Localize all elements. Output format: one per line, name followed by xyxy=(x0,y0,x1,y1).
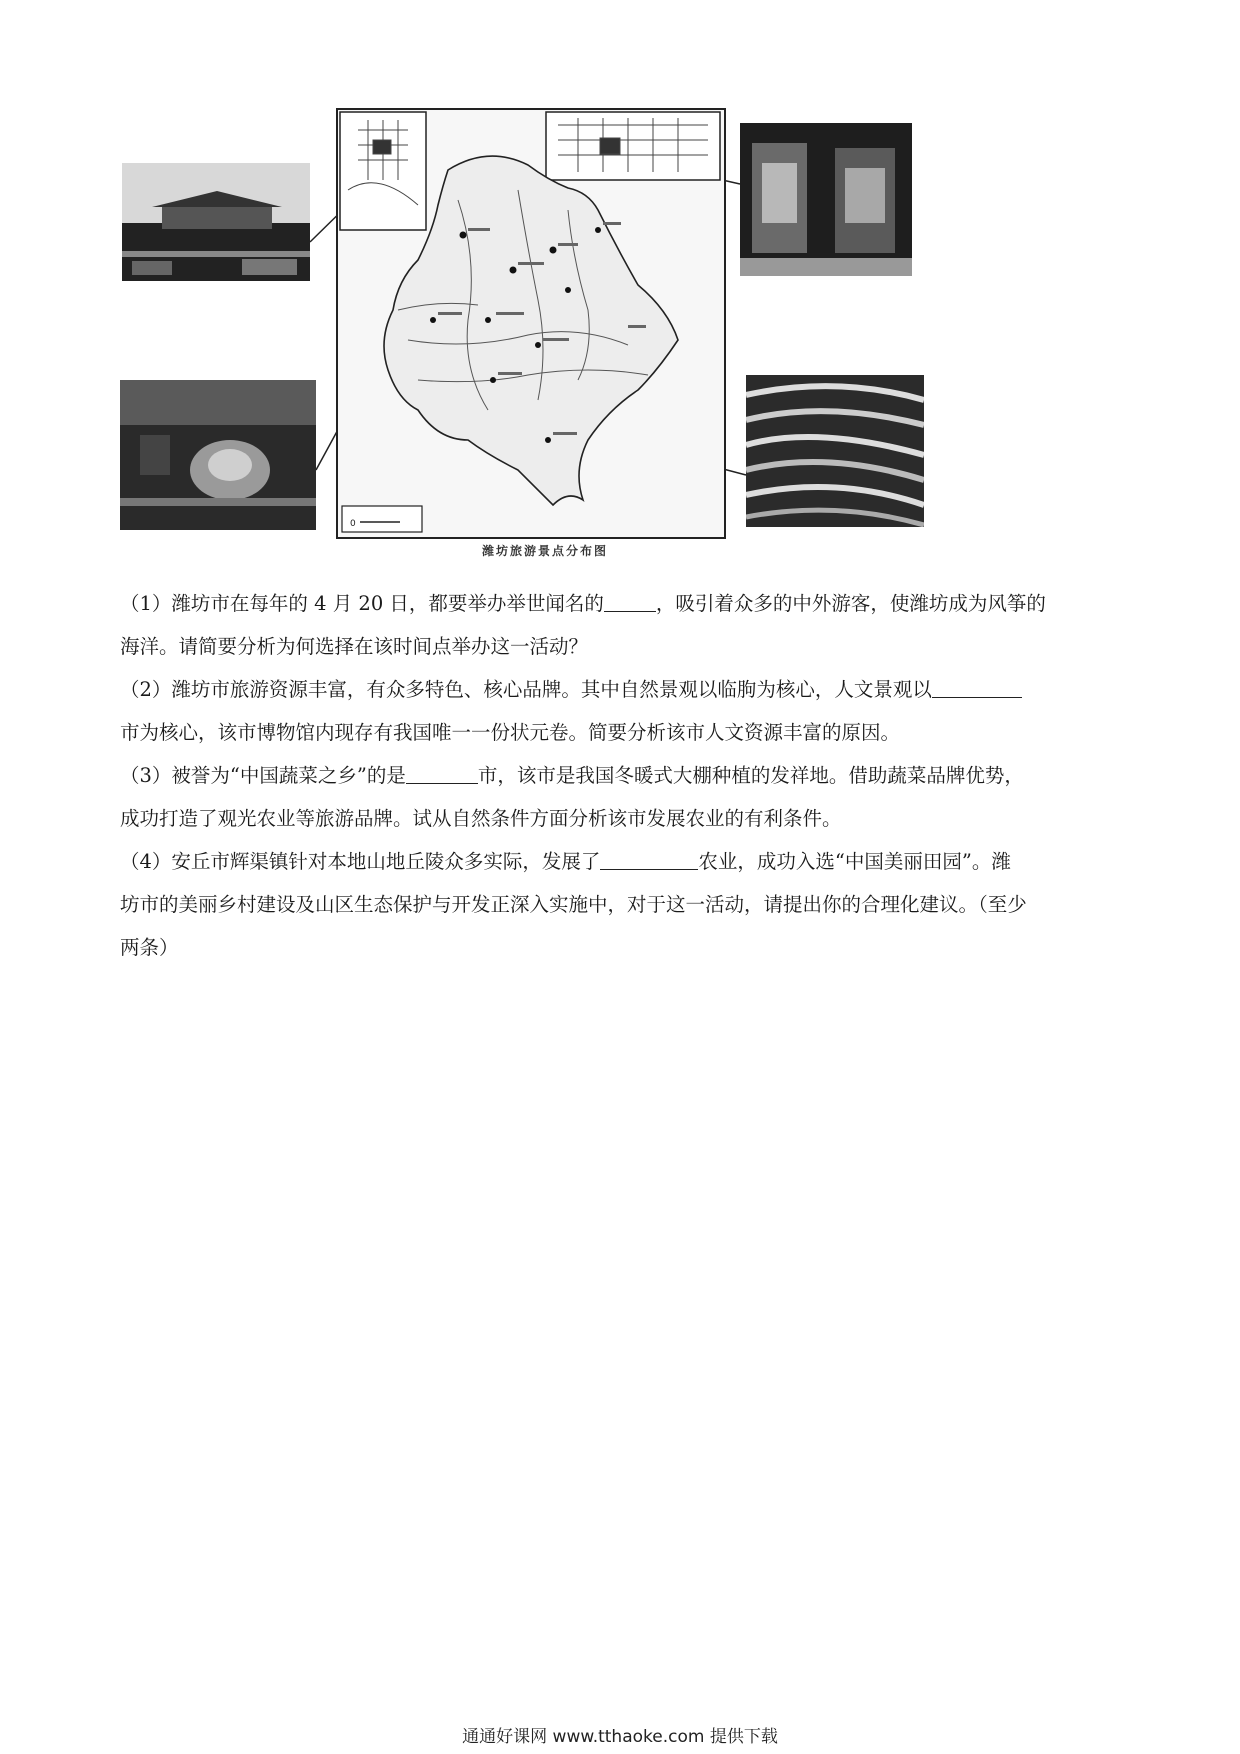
question-3-line-1 xyxy=(120,756,1120,796)
question-text: ，吸引着众多的中外游客，使潍坊成为风筝的 xyxy=(655,592,1046,615)
tourism-map-figure xyxy=(0,0,1240,580)
question-text: 农业，成功入选“中国美丽田园”。潍 xyxy=(698,850,1011,873)
question-text: （2）潍坊市旅游资源丰富，有众多特色、核心品牌。其中自然景观以临朐为核心，人文景观以 xyxy=(120,678,932,701)
answer-blank[interactable] xyxy=(604,591,656,612)
question-list xyxy=(120,584,1120,971)
question-text: 成功打造了观光农业等旅游品牌。试从自然条件方面分析该市发展农业的有利条件。 xyxy=(120,807,842,830)
building-photo xyxy=(122,163,310,281)
question-1-line-1 xyxy=(120,584,1120,624)
question-text: （1）潍坊市在每年的 4 月 20 日，都要举办举世闻名的 xyxy=(120,592,604,615)
question-2-line-2 xyxy=(120,713,1120,753)
question-2-line-1 xyxy=(120,670,1120,710)
question-text: 市为核心，该市博物馆内现存有我国唯一一份状元卷。简要分析该市人文资源丰富的原因。 xyxy=(120,721,901,744)
map-caption: 潍坊旅游景点分布图 xyxy=(481,544,608,558)
map-drawing xyxy=(338,110,724,537)
question-text: （4）安丘市辉渠镇针对本地山地丘陵众多实际，发展了 xyxy=(120,850,601,873)
question-4-line-2 xyxy=(120,885,1120,925)
question-text: （3）被誉为“中国蔬菜之乡”的是 xyxy=(120,764,406,787)
answer-blank[interactable] xyxy=(932,677,1022,698)
question-text: 坊市的美丽乡村建设及山区生态保护与开发正深入实施中，对于这一活动，请提出你的合理化建议。（至少 xyxy=(120,893,1027,916)
answer-blank[interactable] xyxy=(406,763,478,784)
sculpture-photo xyxy=(120,380,316,530)
terrace-photo xyxy=(746,375,924,527)
scale-zero: 0 xyxy=(350,519,356,529)
question-text: 市，该市是我国冬暖式大棚种植的发祥地。借助蔬菜品牌优势， xyxy=(477,764,1024,787)
weifang-map xyxy=(336,108,726,539)
question-3-line-2 xyxy=(120,799,1120,839)
museum-photo xyxy=(740,123,912,276)
footer-credit: 通通好课网 www.tthaoke.com 提供下载 xyxy=(462,1727,778,1747)
question-1-line-2 xyxy=(120,627,1120,667)
answer-blank[interactable] xyxy=(600,849,698,870)
question-text: 海洋。请简要分析为何选择在该时间点举办这一活动？ xyxy=(120,635,589,658)
question-4-line-3 xyxy=(120,928,1120,968)
question-text: 两条） xyxy=(120,936,179,959)
question-4-line-1 xyxy=(120,842,1120,882)
